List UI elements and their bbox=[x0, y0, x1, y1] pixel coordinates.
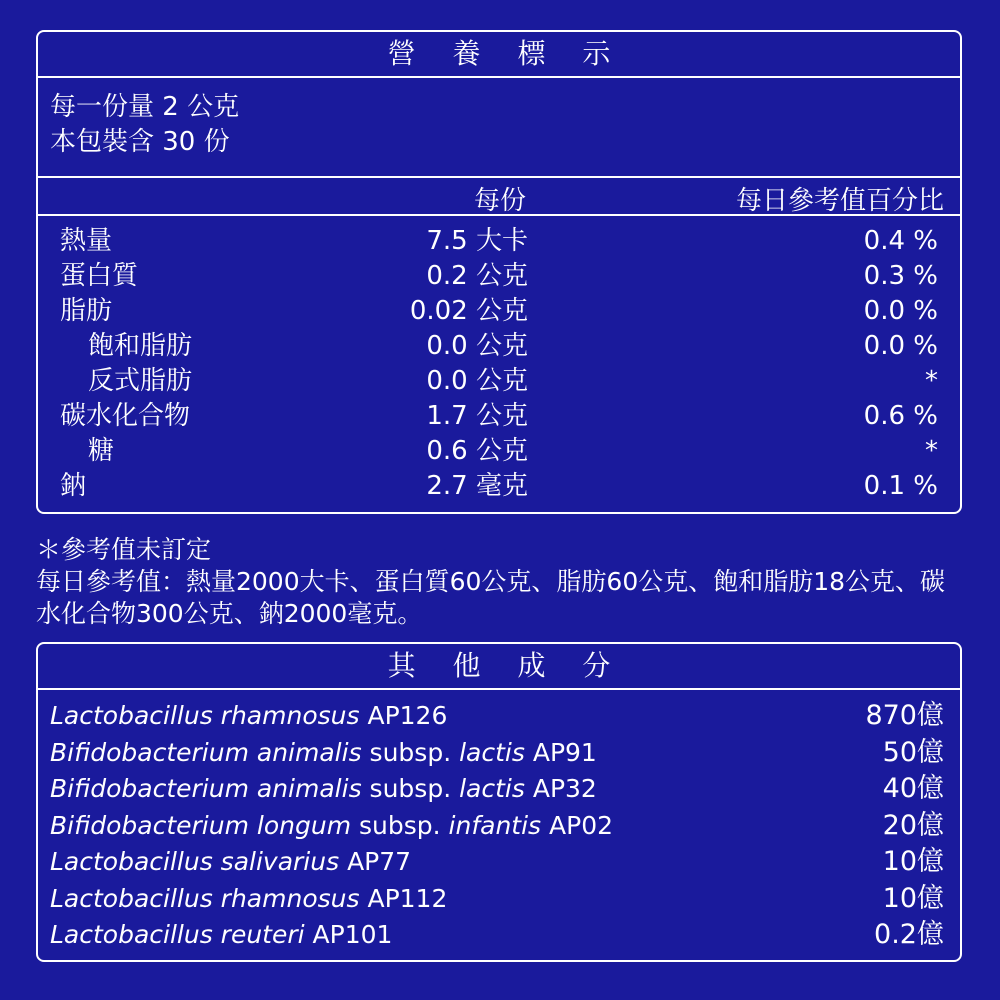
strain-code: AP112 bbox=[359, 883, 448, 913]
nutrient-row bbox=[38, 399, 960, 434]
strain-count: 10億 bbox=[882, 882, 944, 914]
nutrient-value: 0.0 公克 bbox=[426, 366, 528, 396]
nutrient-row bbox=[38, 434, 960, 469]
strain-name bbox=[50, 844, 411, 881]
nutrient-value: 0.0 公克 bbox=[426, 331, 528, 361]
nutrient-value: 0.6 公克 bbox=[426, 436, 528, 466]
strain-subsp: subsp. bbox=[351, 810, 449, 840]
other-ingredients-box bbox=[36, 642, 962, 962]
nutrient-value: 0.2 公克 bbox=[426, 261, 528, 291]
other-ingredients-title: 其 他 成 分 bbox=[38, 644, 960, 690]
nutrient-row bbox=[38, 224, 960, 259]
nutrient-value: 7.5 大卡 bbox=[426, 226, 528, 256]
strain-rows bbox=[38, 690, 960, 954]
strain-genus: Lactobacillus salivarius bbox=[50, 847, 340, 876]
serving-info bbox=[38, 78, 960, 178]
strain-name bbox=[50, 917, 392, 954]
nutrient-name: 熱量 bbox=[60, 226, 113, 256]
strain-subspecies: lactis bbox=[459, 774, 525, 803]
per-serving-header: 每份 bbox=[473, 186, 526, 216]
strain-subspecies: lactis bbox=[459, 737, 525, 767]
strain-name bbox=[50, 771, 597, 808]
nutrient-name: 碳水化合物 bbox=[60, 401, 191, 431]
nutrient-name: 糖 bbox=[88, 436, 115, 466]
nutrient-value: 1.7 公克 bbox=[426, 401, 528, 431]
nutrient-name: 蛋白質 bbox=[60, 261, 139, 291]
strain-genus: Bifidobacterium longum bbox=[50, 810, 352, 840]
nutrient-percent: 0.0 % bbox=[863, 296, 938, 326]
nutrient-percent: 0.1 % bbox=[863, 471, 938, 501]
daily-reference-note: 每日參考值：熱量2000大卡、蛋白質60公克、脂肪60公克、飽和脂肪18公克、碳水化合物300公克、鈉2000毫克。 bbox=[36, 567, 946, 628]
nutrient-row bbox=[38, 259, 960, 294]
nutrient-percent: 0.3 % bbox=[863, 261, 938, 291]
strain-row bbox=[38, 917, 960, 954]
strain-row bbox=[38, 844, 960, 881]
strain-row bbox=[38, 735, 960, 772]
strain-row bbox=[38, 771, 960, 808]
strain-code: AP101 bbox=[304, 920, 393, 949]
strain-count: 40億 bbox=[882, 773, 944, 804]
strain-genus: Lactobacillus rhamnosus bbox=[50, 701, 360, 730]
nutrient-percent: * bbox=[925, 436, 938, 466]
nutrient-name: 反式脂肪 bbox=[88, 366, 193, 396]
nutrition-facts-box bbox=[36, 30, 962, 514]
nutrient-percent: 0.6 % bbox=[863, 401, 938, 431]
serving-size: 每一份量 2 公克 bbox=[50, 92, 240, 122]
not-established-note: ＊參考值未訂定 bbox=[36, 535, 212, 564]
servings-per-pack: 本包裝含 30 份 bbox=[50, 127, 230, 157]
nutrient-value: 2.7 毫克 bbox=[426, 471, 528, 501]
strain-name bbox=[50, 881, 447, 918]
strain-count: 0.2億 bbox=[874, 919, 944, 950]
strain-code: AP126 bbox=[359, 701, 448, 730]
strain-name bbox=[50, 735, 597, 772]
strain-code: AP02 bbox=[541, 810, 614, 840]
nutrient-rows bbox=[38, 216, 960, 504]
nutrition-title: 營 養 標 示 bbox=[38, 32, 960, 78]
nutrient-row bbox=[38, 469, 960, 504]
strain-count: 870億 bbox=[865, 700, 944, 731]
nutrient-row bbox=[38, 364, 960, 399]
strain-row bbox=[38, 808, 960, 845]
strain-genus: Bifidobacterium animalis bbox=[50, 737, 362, 767]
nutrient-value: 0.02 公克 bbox=[409, 296, 528, 326]
strain-count: 10億 bbox=[882, 846, 944, 877]
strain-code: AP32 bbox=[524, 774, 597, 803]
nutrient-name: 脂肪 bbox=[60, 296, 113, 326]
nutrient-row bbox=[38, 294, 960, 329]
nutrient-percent: 0.0 % bbox=[863, 331, 938, 361]
strain-genus: Bifidobacterium animalis bbox=[50, 774, 362, 803]
strain-subsp: subsp. bbox=[361, 737, 460, 767]
column-header bbox=[38, 178, 960, 216]
daily-percent-header: 每日參考值百分比 bbox=[735, 186, 944, 216]
strain-subspecies: infantis bbox=[448, 810, 542, 840]
strain-code: AP91 bbox=[524, 737, 597, 767]
strain-count: 50億 bbox=[882, 736, 944, 768]
strain-genus: Lactobacillus reuteri bbox=[50, 920, 305, 949]
strain-genus: Lactobacillus rhamnosus bbox=[50, 883, 360, 913]
nutrient-percent: 0.4 % bbox=[863, 226, 938, 256]
nutrient-percent: * bbox=[925, 366, 938, 396]
strain-row bbox=[38, 698, 960, 735]
nutrient-name: 鈉 bbox=[60, 471, 87, 501]
strain-name bbox=[50, 808, 613, 845]
nutrient-row bbox=[38, 329, 960, 364]
nutrient-name: 飽和脂肪 bbox=[88, 331, 193, 361]
strain-subsp: subsp. bbox=[361, 774, 460, 803]
strain-code: AP77 bbox=[339, 847, 412, 876]
strain-row bbox=[38, 881, 960, 918]
strain-count: 20億 bbox=[882, 809, 944, 841]
reference-notes bbox=[36, 534, 966, 630]
strain-name bbox=[50, 698, 447, 735]
